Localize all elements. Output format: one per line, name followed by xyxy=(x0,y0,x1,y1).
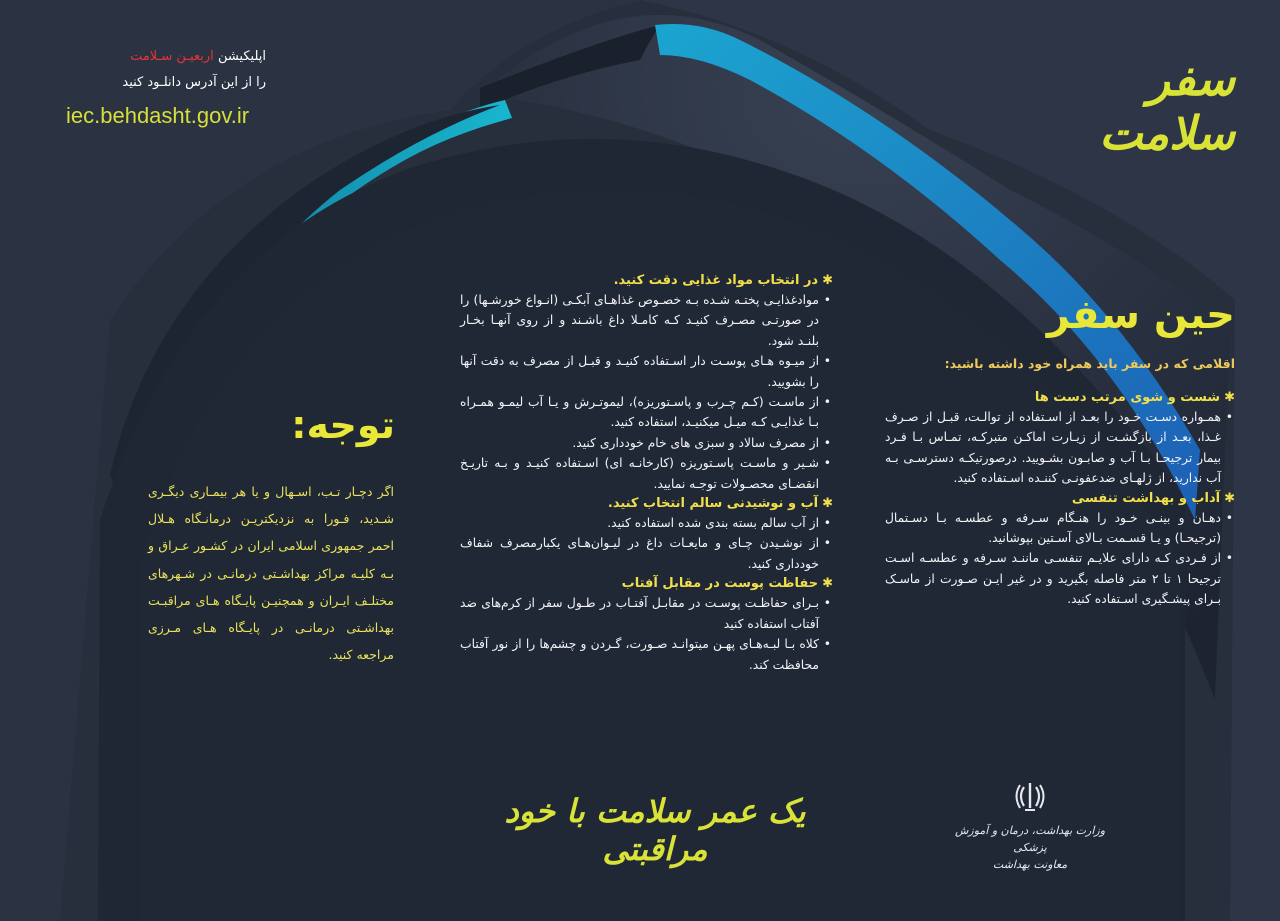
bullet-list xyxy=(460,290,833,494)
list-item: • از فـردی کـه دارای علایـم تنفسـی ماننـد سـرفه و عطسـه اسـت ترجیحا ۱ تا ۲ متر فاصله بگیرید و در غیر ایـن صـورت از ماسـک بـرای پیشـگیری اسـتفاده کنید. xyxy=(885,548,1221,609)
asterisk-icon: ✱ xyxy=(1224,490,1235,506)
section-heading: ✱شست و شوی مرتب دست ها xyxy=(1034,390,1235,405)
section-heading: ✱آب و نوشیدنی سالم انتخاب کنید. xyxy=(607,496,833,512)
download-line: را از این آدرس دانلـود کنید xyxy=(122,75,266,90)
asterisk-icon: ✱ xyxy=(822,576,833,592)
during-trip-intro: اقلامی که در سفر باید همراه خود داشته باشید: xyxy=(944,356,1235,371)
asterisk-icon: ✱ xyxy=(822,273,833,288)
list-item: • بـرای حفاظـت پوسـت در مقابـل آفتـاب در طـول سفر از کرم‌های ضد آفتاب استفاده کنید xyxy=(460,593,819,634)
asterisk-icon: ✱ xyxy=(822,496,833,512)
food-water-sun-column xyxy=(460,271,833,675)
list-item: • از آب سالم بسته بندی شده استفاده کنید. xyxy=(460,513,819,533)
app-download-info xyxy=(66,44,266,96)
app-name: اربعیـن سـلامت xyxy=(130,49,214,64)
deputy-name: معاونت بهداشت xyxy=(992,858,1068,871)
ministry-name: وزارت بهداشت، درمان و آموزش پزشکی xyxy=(954,824,1106,854)
iran-emblem-icon xyxy=(1013,780,1047,814)
brand-title: سفر سلامت xyxy=(1099,52,1235,160)
bullet-list xyxy=(885,508,1235,610)
list-item: • از نوشـیدن چـای و مایعـات داغ در لیـوان‌هـای یکبارمصرف شفاف خودداری کنید. xyxy=(460,533,819,574)
download-url[interactable]: iec.behdasht.gov.ir xyxy=(66,103,250,128)
section-heading: ✱آداب و بهداشت تنفسی xyxy=(1071,490,1235,506)
note-body: اگر دچـار تـب، اسـهال و یا هر بیمـاری دیگـری شـدید، فـورا به نزدیکتریـن درمانـگاه هـلال احمر جمهوری اسلامی ایران در کشـور عـراق و بـه کلیـه مراکز بهداشـتی درمانـی در شـهرهای مختلـف ایـران و همچنیـن پایـگاه هـای مراقبـت بهداشـتی درمانـی در پایـگاه هـای مـرزی مراجعه کنید. xyxy=(148,484,394,663)
during-trip-title: حین سفر xyxy=(1046,292,1235,338)
asterisk-icon: ✱ xyxy=(1224,390,1235,405)
list-item: • همـواره دسـت خـود را بعـد از اسـتفاده از توالـت، قبـل از صـرف غـذا، بعـد از بازگشـت از زیـارت اماکـن متبرکـه، تمـاس بـا فـرد بیمار ترجیحـا بـا آب و صابـون بشـویید. درصورتیکـه دسترسـی بـه آب ندارید، از ژلهـای ضدعفونـی کننـده اسـتفاده کنید. xyxy=(885,407,1221,489)
list-item: • از میـوه هـای پوسـت دار اسـتفاده کنیـد و قبـل از مصرف به دقت آنها را بشویید. xyxy=(460,351,819,392)
during-trip-column xyxy=(885,388,1235,610)
app-prefix: اپلیکیشن xyxy=(217,49,266,64)
list-item: • از ماسـت (کـم چـرب و پاسـتوریزه)، لیموتـرش و یـا آب لیمـو همـراه بـا غذایـی کـه میـل میکنیـد، استفاده کنید. xyxy=(460,392,819,433)
ministry-logo xyxy=(940,780,1120,873)
list-item: • از مصرف سالاد و سبزی های خام خودداری کنید. xyxy=(460,433,819,453)
list-item: • کلاه بـا لبـه‌هـای پهـن میتوانـد صـورت، گـردن و چشم‌ها را از نور آفتاب محافظت کند. xyxy=(460,634,819,675)
list-item: • موادغذایـی پختـه شـده بـه خصـوص غذاهـای آبکـی (انـواع خورشـها) را در صورتـی مصـرف کنیـد کـه کامـلا داغ باشـند و از روی آنهـا بخـار بلنـد شود. xyxy=(460,290,819,351)
bullet-list xyxy=(460,593,833,675)
section-heading: ✱در انتخاب مواد غذایی دقت کنید. xyxy=(613,273,833,288)
note-title: توجه: xyxy=(291,403,395,447)
bullet-list xyxy=(460,513,833,574)
bullet-list xyxy=(885,407,1235,489)
list-item: • شـیر و ماسـت پاسـتوریزه (کارخانـه ای) اسـتفاده کنیـد و بـه تاریـخ انقضـای محصـولات توجـه نمایید. xyxy=(460,453,819,494)
section-heading: ✱حفاظت پوست در مقابل آفتاب xyxy=(621,576,833,592)
list-item: • دهـان و بینـی خـود را هنـگام سـرفه و عطسـه بـا دسـتمال (ترجیحـا) و یـا قسـمت بـالای آسـتین بپوشانید. xyxy=(885,508,1221,549)
slogan: یک عمر سلامت با خود مراقبتی xyxy=(504,792,806,868)
